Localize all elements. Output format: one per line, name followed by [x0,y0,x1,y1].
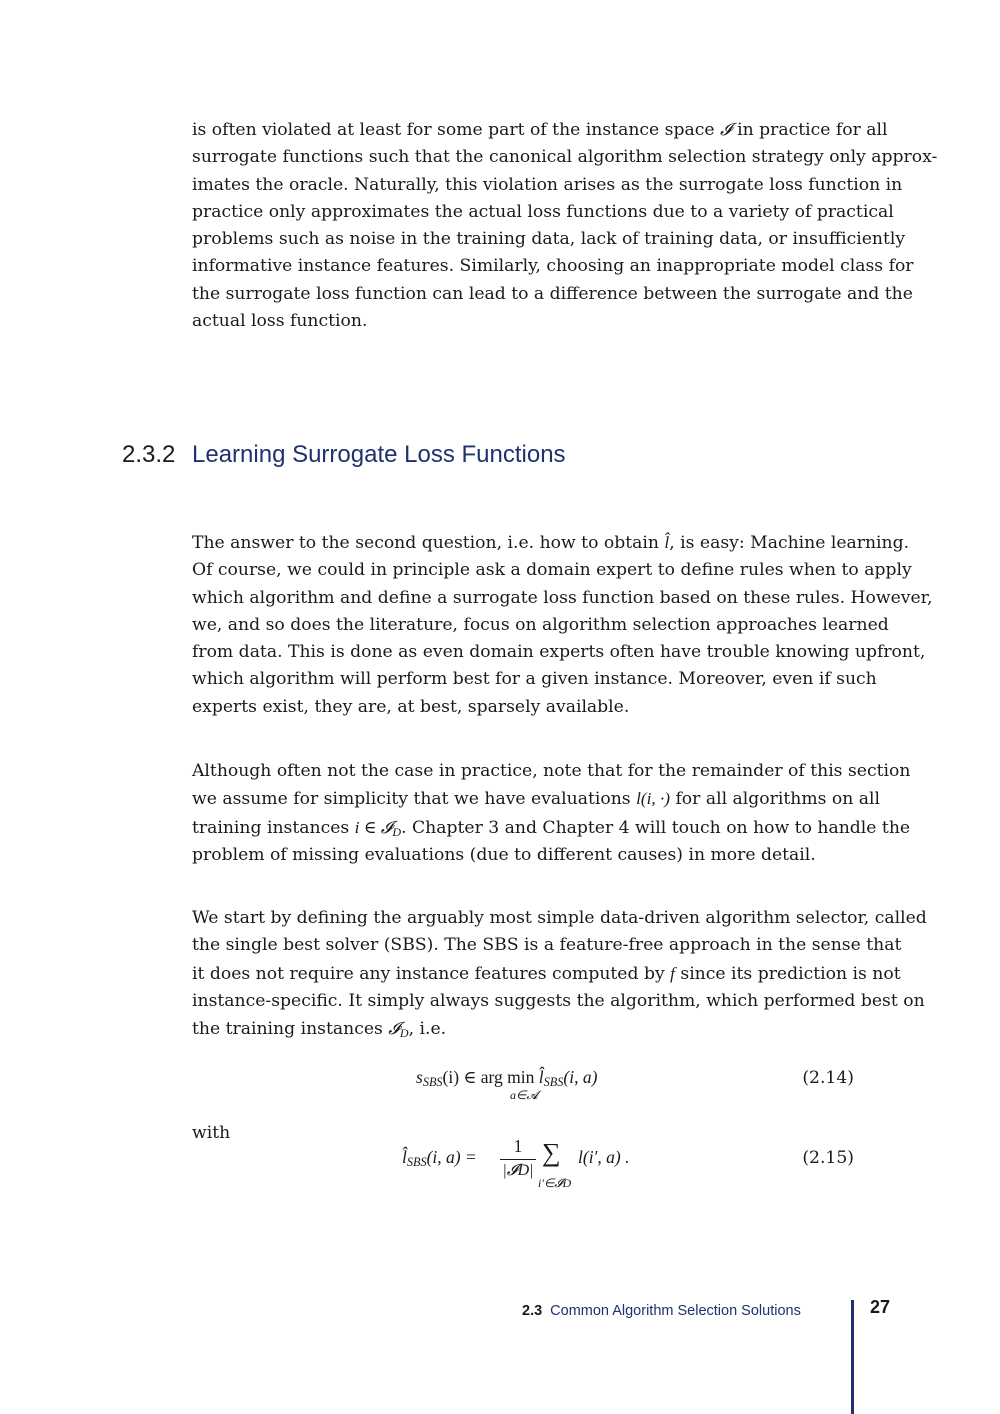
text-line: problem of missing evaluations (due to different causes) in more detail. [192,844,816,865]
fraction-denominator: |𝓘D| [502,1162,534,1179]
equation-2-15 [380,1136,854,1196]
text-line: the training instances 𝓘$_D$, i.e. [192,1019,447,1041]
footer-section [522,1300,801,1322]
sum-symbol: ∑ [542,1138,561,1167]
text-line: problems such as noise in the training data, lack of training data, or insufficiently [192,229,906,250]
text-line: instance-specific. It simply always suggests the algorithm, which performed best on [192,990,925,1011]
argmin-subscript: a∈𝓐 [510,1088,539,1102]
sum-term: l(i′, a) . [578,1147,630,1167]
section-number: 2.3.2 [122,441,176,468]
text-line: we, and so does the literature, focus on algorithm selection approaches learned [192,614,889,635]
text-line: The answer to the second question, i.e. how to obtain l̂, is easy: Machine learning. [192,533,910,553]
text-line: which algorithm will perform best for a given instance. Moreover, even if such [192,669,877,690]
footer-divider [851,1300,854,1414]
equation-number: (2.15) [802,1148,854,1168]
fraction [500,1136,536,1180]
equation-2-14 [380,1064,854,1114]
equation-body: $s_{SBS}(i)$ ∈ arg $\min l̂_{SBS}(i$, a) [416,1067,598,1090]
text-line: the surrogate loss function can lead to a difference between the surrogate and the [192,283,913,304]
text-line: imates the oracle. Naturally, this violation arises as the surrogate loss function in [192,174,903,195]
page-number: 27 [870,1297,891,1317]
paragraph-intro [192,116,938,335]
paragraph-assumption [192,758,911,869]
footer-section-title: Common Algorithm Selection Solutions [550,1303,801,1319]
text-line: is often violated at least for some part of the instance space 𝓘 in practice for all [192,120,888,140]
equation-lhs: $l̂_{SBS}(i$, a) = [402,1147,477,1170]
text-line: we assume for simplicity that we have evaluations l(i, ·) for all algorithms on all [192,789,881,810]
section-heading [122,438,566,472]
text-line: it does not require any instance features computed by f since its prediction is not [192,963,901,984]
footer-section-number: 2.3 [522,1303,543,1319]
text-line: training instances i ∈ 𝓘$_D$. Chapter 3 and Chapter 4 will touch on how to handle the [192,817,911,839]
sum-subscript: i′∈𝓘D [538,1176,572,1190]
text-line: the single best solver (SBS). The SBS is a feature-free approach in the sense that [192,935,902,956]
section-title: Learning Surrogate Loss Functions [192,441,566,468]
fraction-bar [500,1159,536,1160]
text-line: Although often not the case in practice, note that for the remainder of this section [192,761,911,781]
text-line: actual loss function. [192,311,368,332]
text-line: surrogate functions such that the canonical algorithm selection strategy only approx- [192,147,938,168]
text-line: experts exist, they are, at best, sparsely available. [192,696,630,717]
text-line: informative instance features. Similarly, choosing an inappropriate model class for [192,256,914,277]
text-line: We start by defining the arguably most simple data-driven algorithm selector, called [192,908,927,928]
fraction-numerator: 1 [513,1136,523,1156]
text-line: Of course, we could in principle ask a domain expert to define rules when to apply [192,560,912,581]
text-line: which algorithm and define a surrogate loss function based on these rules. However, [192,587,933,608]
with-text: with [192,1123,231,1143]
paragraph-sbs [192,905,927,1043]
equation-number: (2.14) [802,1068,854,1088]
text-line: practice only approximates the actual loss functions due to a variety of practical [192,201,894,222]
paragraph-learning [192,529,933,721]
text-line: from data. This is done as even domain experts often have trouble knowing upfront, [192,642,926,663]
